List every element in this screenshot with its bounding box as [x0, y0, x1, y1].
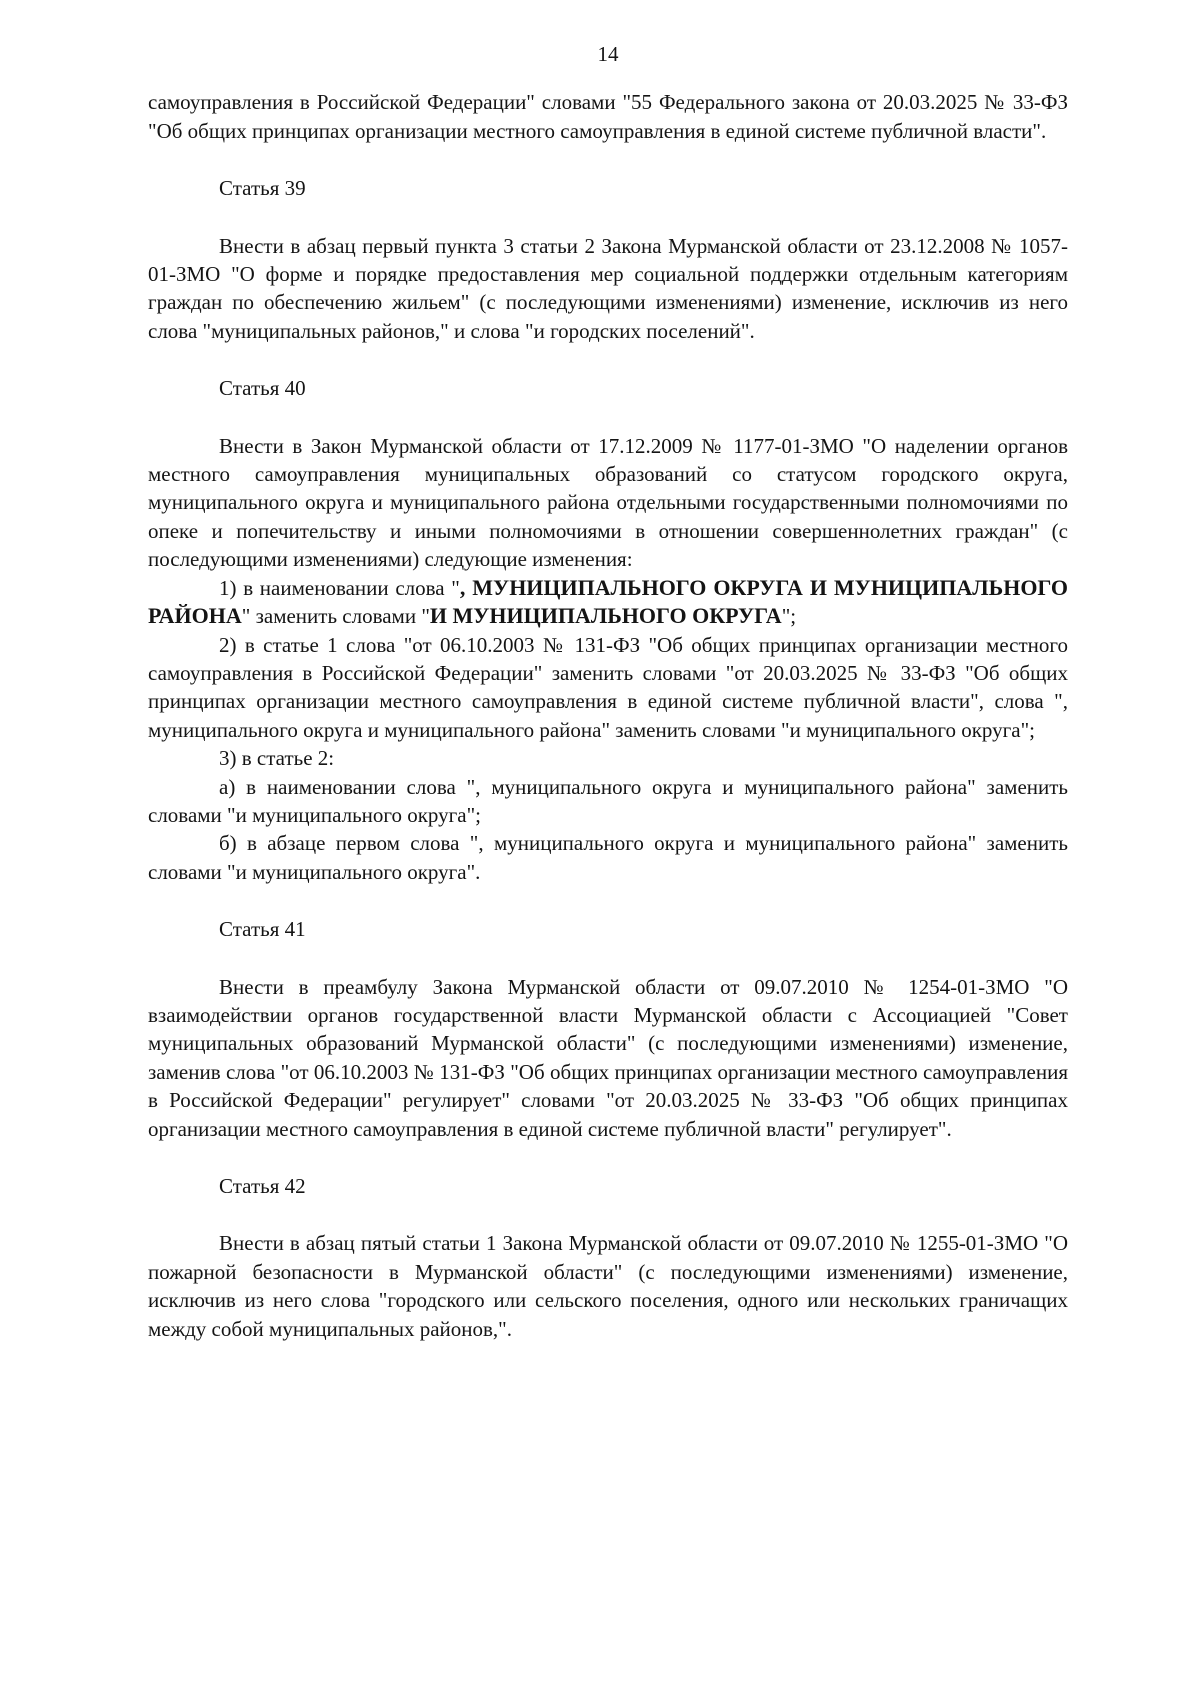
article-41-text: Внести в преамбулу Закона Мурманской области от 09.07.2010 № 1254-01-ЗМО "О взаимодействии органов государственной власти Мурманской области с Ассоциацией "Совет муниципальных образований Мурманской области" (с последующими изменениями) изменение, заменив слова "от 06.10.2003 № 131-ФЗ "Об общих принципах организации местного самоуправления в Российской Федерации" регулирует" словами "от 20.03.2025 № 33-ФЗ "Об общих принципах организации местного самоуправления в единой системе публичной власти" регулирует". — [148, 974, 1068, 1141]
article-40-item-3b: б) в абзаце первом слова ", муниципального округа и муниципального района" заменить словами "и муниципального округа". — [148, 831, 1068, 884]
page-number: 14 — [597, 42, 619, 66]
item-1-end: "; — [781, 604, 797, 629]
item-1-mid: " заменить словами " — [241, 604, 430, 629]
article-39-text: Внести в абзац первый пункта 3 статьи 2 Закона Мурманской области от 23.12.2008 № 1057-01-ЗМО "О форме и порядке предоставления мер социальной поддержки отдельным категориям граждан по обеспечению жильем" (с последующими изменениями) изменение, исключив из него слова "муниципальных районов," и слова "и городских поселений". — [148, 233, 1068, 343]
item-1-bold-new-words: И МУНИЦИПАЛЬНОГО ОКРУГА — [429, 603, 782, 629]
intro-paragraph: самоуправления в Российской Федерации" словами "55 Федерального закона от 20.03.2025 № 33-ФЗ "Об общих принципах организации местного самоуправления в единой системе публичной власти". — [148, 90, 1068, 143]
item-1-bold-old-words: , МУНИЦИПАЛЬНОГО ОКРУГА И МУНИЦИПАЛЬНОГО РАЙОНА — [148, 574, 1068, 629]
article-40-intro: Внести в Закон Мурманской области от 17.12.2009 № 1177-01-ЗМО "О наделении органов местного самоуправления муниципальных образований со статусом городского округа, муниципального округа и муниципального района отдельными государственными полномочиями по опеке и попечительству и иными полномочиями в отношении совершеннолетних граждан" (с последующими изменениями) следующие изменения: — [148, 433, 1068, 572]
article-40-item-2: 2) в статье 1 слова "от 06.10.2003 № 131-ФЗ "Об общих принципах организации местного самоуправления в Российской Федерации" заменить словами "от 20.03.2025 № 33-ФЗ "Об общих принципах организации местного самоуправления в единой системе публичной власти", слова ", муниципального округа и муниципального района" заменить словами "и муниципального округа"; — [148, 632, 1068, 742]
article-42-text: Внести в абзац пятый статьи 1 Закона Мурманской области от 09.07.2010 № 1255-01-ЗМО "О пожарной безопасности в Мурманской области" (с последующими изменениями) изменение, исключив из него слова "городского или сельского поселения, одного или нескольких граничащих между собой муниципальных районов,". — [148, 1231, 1068, 1341]
article-42-heading: Статья 42 — [219, 1174, 306, 1198]
article-40-heading: Статья 40 — [219, 376, 306, 401]
article-39-heading: Статья 39 — [219, 176, 306, 201]
article-41-heading: Статья 41 — [219, 917, 306, 942]
article-40-item-3: 3) в статье 2: — [219, 746, 335, 771]
article-40-item-3a: а) в наименовании слова ", муниципального округа и муниципального района" заменить словами "и муниципального округа"; — [148, 774, 1068, 827]
item-1-start: 1) в наименовании слова " — [219, 575, 460, 600]
article-40-item-1 — [148, 574, 1068, 631]
document-page — [148, 40, 1068, 1343]
